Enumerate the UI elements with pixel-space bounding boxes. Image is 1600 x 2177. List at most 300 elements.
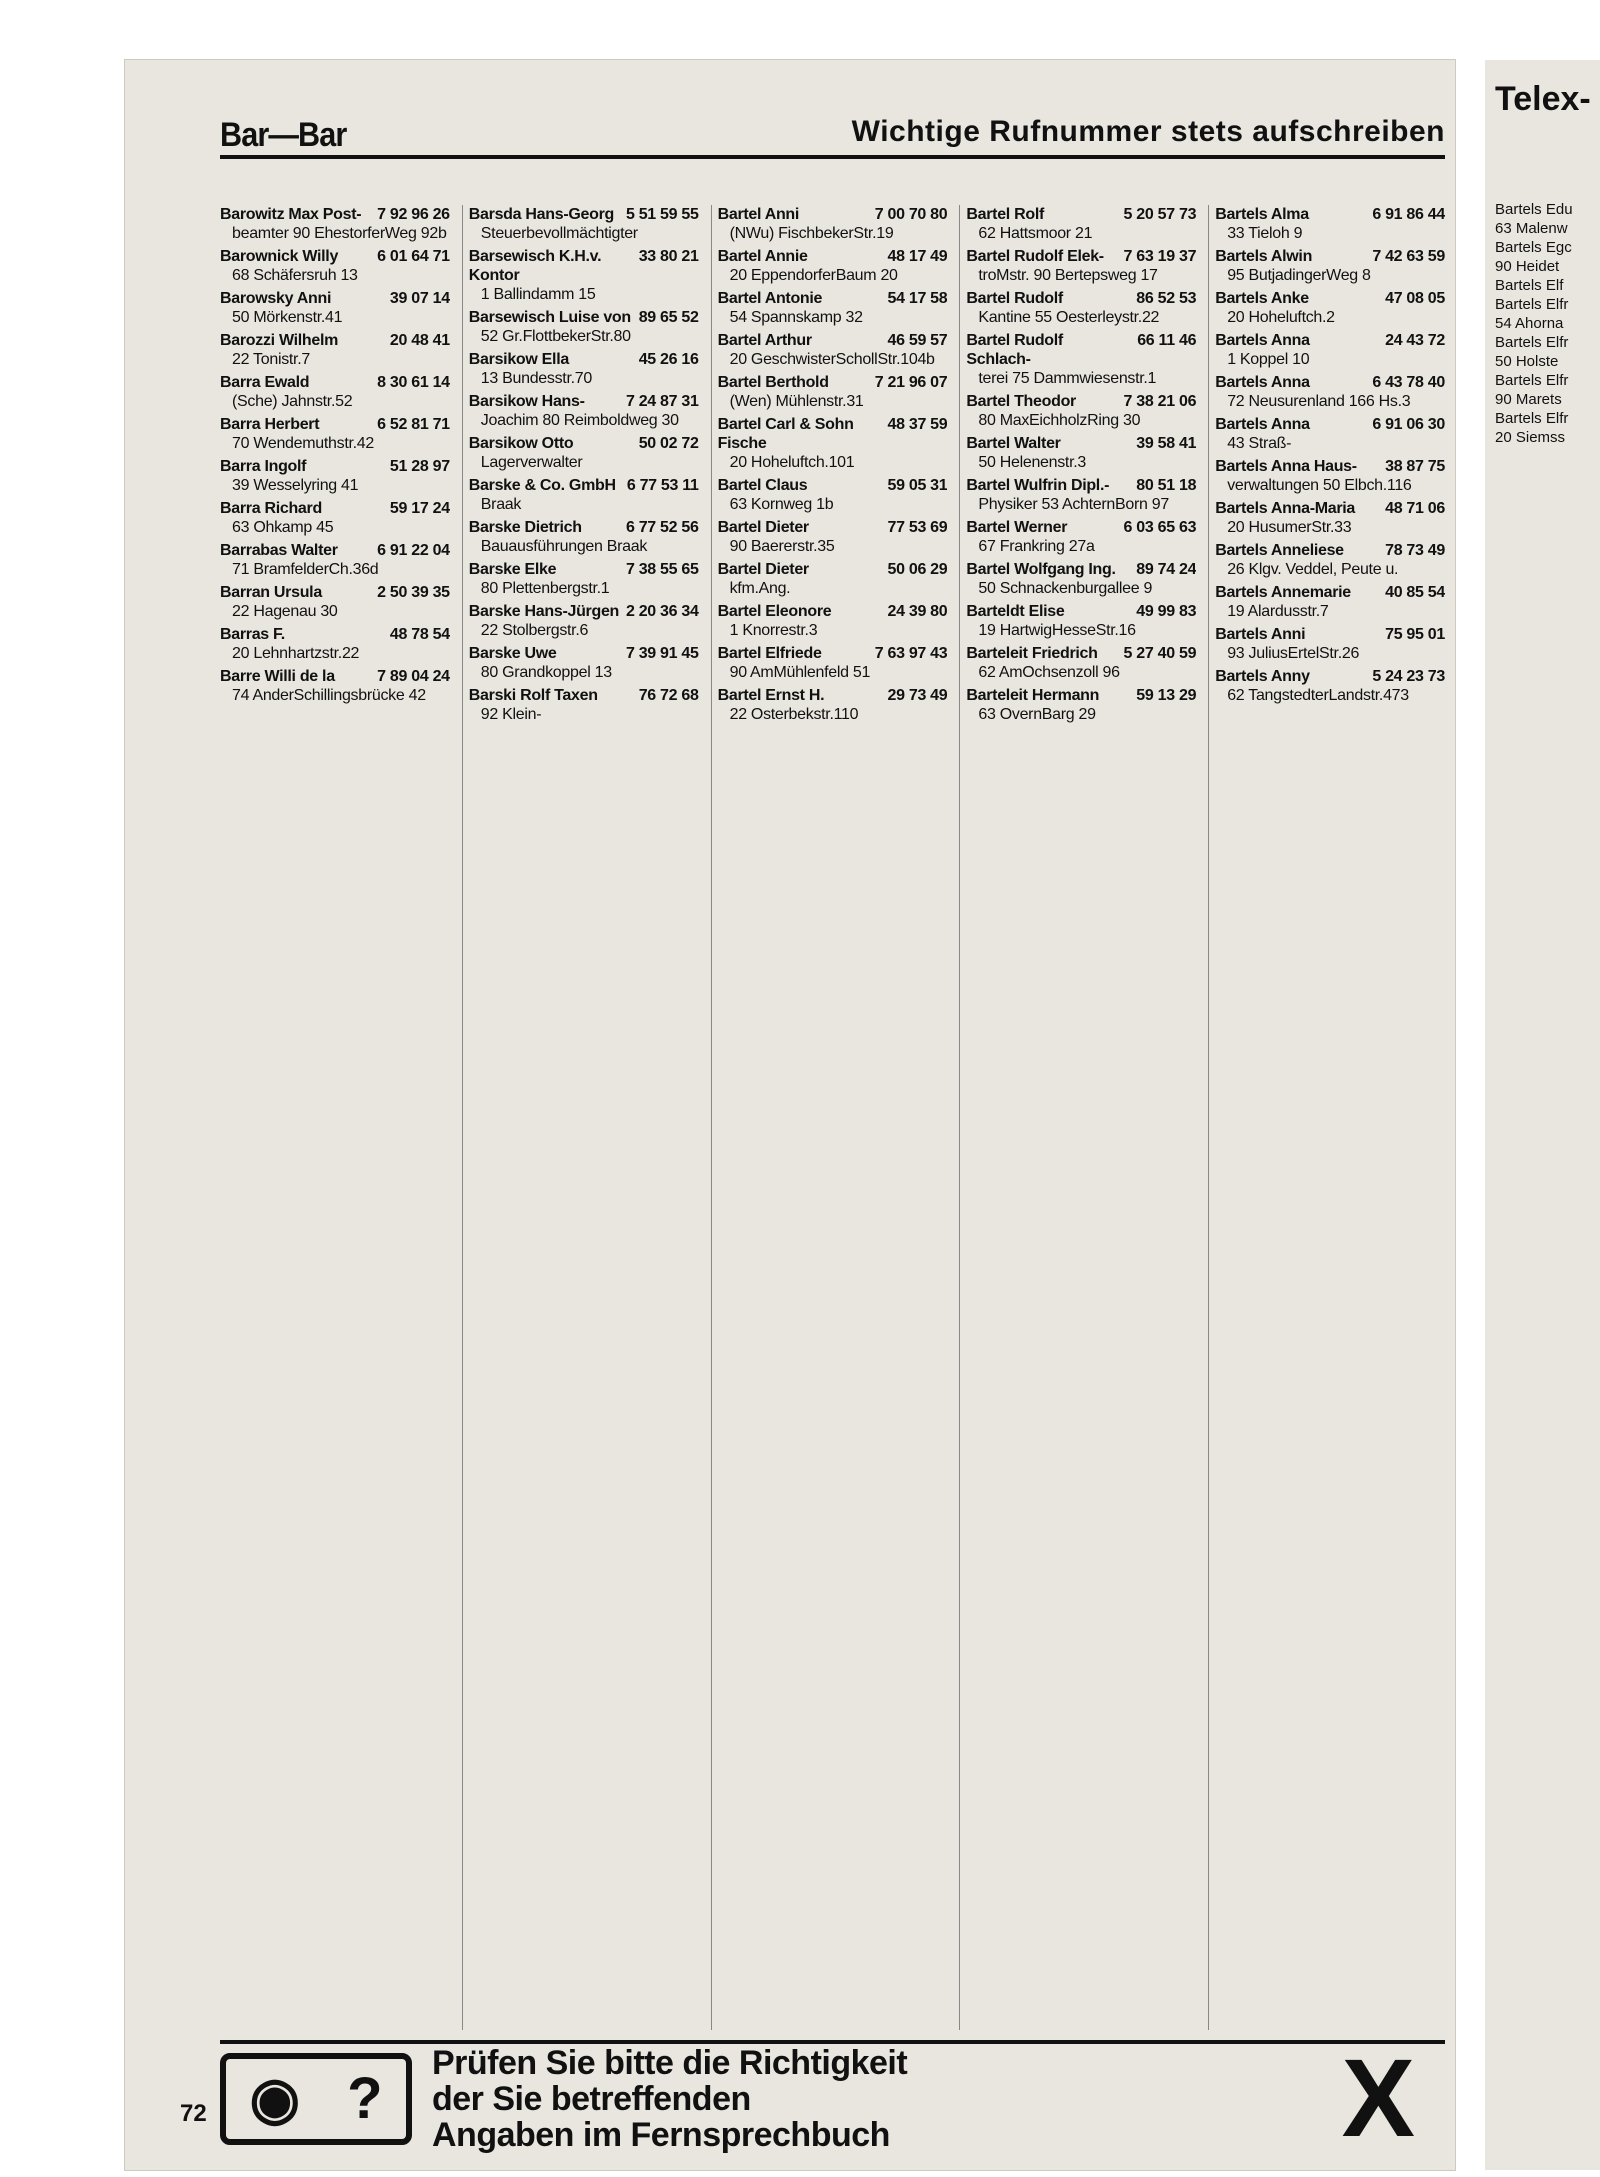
entry-phone-number: 50 06 29	[887, 561, 948, 578]
entry-phone-number: 59 13 29	[1136, 687, 1197, 704]
entry-phone-number: 2 20 36 34	[625, 603, 699, 620]
entry-phone-number: 39 07 14	[389, 290, 450, 307]
entry-phone-number: 48 37 59	[887, 416, 948, 433]
entry-name: Bartel Wolfgang Ing.	[966, 561, 1116, 578]
directory-entry	[966, 644, 1196, 682]
listing-column	[1208, 205, 1445, 2030]
entry-phone-number: 7 92 96 26	[377, 206, 450, 223]
entry-address: 1 Knorrestr.3	[729, 622, 818, 639]
entry-name: Bartels Anna-Maria	[1215, 500, 1356, 517]
page-header	[220, 85, 1445, 159]
entry-address: 68 Schäfersruh 13	[232, 267, 358, 284]
entry-address: 19 HartwigHesseStr.16	[978, 622, 1136, 639]
entry-address: Kantine 55 Oesterleystr.22	[978, 309, 1160, 326]
entry-address: troMstr. 90 Bertepsweg 17	[978, 267, 1158, 284]
directory-entry	[469, 476, 699, 514]
entry-address: 72 Neusurenland 166 Hs.3	[1227, 393, 1411, 410]
page-range-title: Bar—Bar	[220, 116, 347, 154]
entry-address: 80 Plettenbergstr.1	[480, 580, 610, 597]
entry-name: Barteleit Friedrich	[966, 645, 1098, 662]
entry-address: 20 Lehnhartzstr.22	[232, 645, 360, 662]
entry-name: Bartel Anni	[717, 206, 800, 223]
adjacent-page	[1485, 60, 1600, 2170]
entry-row	[469, 476, 699, 495]
adjacent-entry: 20 Siemss	[1495, 429, 1566, 446]
entry-address: 1 Koppel 10	[1227, 351, 1310, 368]
entry-address: 54 Spannskamp 32	[729, 309, 863, 326]
entry-address: 74 AnderSchillingsbrücke 42	[232, 687, 426, 704]
directory-entry	[718, 247, 948, 285]
entry-address: Physiker 53 AchternBorn 97	[978, 496, 1169, 513]
adjacent-entry: Bartels Edu	[1495, 201, 1573, 218]
entry-address: 22 Hagenau 30	[232, 603, 338, 620]
entry-address: 20 Hoheluftch.2	[1227, 309, 1335, 326]
listing-column	[220, 205, 450, 2030]
entry-phone-number: 7 38 55 65	[625, 561, 699, 578]
entry-name: Bartel Rolf	[966, 206, 1044, 223]
entry-address: 90 Baererstr.35	[729, 538, 835, 555]
entry-phone-number: 6 77 53 11	[626, 477, 699, 494]
directory-entry	[1215, 667, 1445, 705]
adjacent-entry: 90 Marets	[1495, 391, 1562, 408]
entry-phone-number: 49 99 83	[1136, 603, 1197, 620]
entry-row	[220, 331, 450, 350]
entry-row	[220, 499, 450, 518]
entry-address: 1 Ballindamm 15	[480, 286, 596, 303]
entry-name: Barra Herbert	[220, 416, 320, 433]
entry-row	[1215, 583, 1445, 602]
entry-row	[1215, 541, 1445, 560]
entry-row	[718, 518, 948, 537]
entry-row	[1215, 499, 1445, 518]
adjacent-entry: Bartels Elfr	[1495, 372, 1569, 389]
directory-entry	[1215, 541, 1445, 579]
entry-phone-number: 48 71 06	[1385, 500, 1445, 517]
entry-row	[469, 350, 699, 369]
directory-entry	[718, 331, 948, 369]
directory-entry	[966, 476, 1196, 514]
directory-entry	[718, 476, 948, 514]
entry-name: Bartels Anni	[1215, 626, 1306, 643]
entry-phone-number: 7 63 97 43	[874, 645, 948, 662]
directory-entry	[966, 434, 1196, 472]
entry-name: Bartels Anna	[1215, 332, 1310, 349]
entry-name: Barre Willi de la	[220, 668, 335, 685]
directory-entry	[1215, 583, 1445, 621]
entry-address: (NWu) FischbekerStr.19	[729, 225, 894, 242]
entry-row	[718, 373, 948, 392]
entry-row	[966, 392, 1196, 411]
entry-address: 67 Frankring 27a	[978, 538, 1095, 555]
entry-address: 62 TangstedterLandstr.473	[1227, 687, 1409, 704]
adjacent-entry: Bartels Elfr	[1495, 296, 1569, 313]
entry-row	[1215, 247, 1445, 266]
entry-phone-number: 7 42 63 59	[1372, 248, 1445, 265]
entry-phone-number: 29 73 49	[887, 687, 948, 704]
entry-row	[469, 205, 699, 224]
directory-entry	[718, 289, 948, 327]
entry-phone-number: 6 03 65 63	[1123, 519, 1197, 536]
entry-phone-number: 24 43 72	[1385, 332, 1445, 349]
entry-name: Bartel Annie	[717, 248, 808, 265]
adjacent-entry: 50 Holste	[1495, 353, 1559, 370]
directory-entry	[718, 686, 948, 724]
directory-entry	[220, 667, 450, 705]
directory-entry	[966, 247, 1196, 285]
entry-phone-number: 89 65 52	[638, 309, 699, 326]
entry-row	[469, 686, 699, 705]
directory-entry	[469, 434, 699, 472]
entry-name: Bartel Werner	[966, 519, 1068, 536]
adjacent-entry: 63 Malenw	[1495, 220, 1568, 237]
adjacent-entry: Bartels Egc	[1495, 239, 1572, 256]
entry-address: 19 Alardusstr.7	[1227, 603, 1329, 620]
entry-row	[966, 476, 1196, 495]
directory-entry	[220, 415, 450, 453]
directory-entry	[718, 415, 948, 472]
entry-phone-number: 46 59 57	[887, 332, 948, 349]
directory-entry	[966, 392, 1196, 430]
entry-address: 22 Stolbergstr.6	[480, 622, 589, 639]
entry-row	[718, 289, 948, 308]
entry-phone-number: 7 38 21 06	[1123, 393, 1197, 410]
entry-phone-number: 5 27 40 59	[1123, 645, 1197, 662]
entry-phone-number: 6 01 64 71	[377, 248, 450, 265]
directory-entry	[1215, 247, 1445, 285]
entry-name: Barsda Hans-Georg	[468, 206, 614, 223]
entry-name: Bartels Anny	[1215, 668, 1310, 685]
question-mark-icon: ?	[347, 2066, 383, 2131]
adjacent-entry: Bartels Elfr	[1495, 334, 1569, 351]
entry-name: Bartels Anna	[1215, 416, 1310, 433]
entry-address: beamter 90 EhestorferWeg 92b	[232, 225, 447, 242]
directory-entry	[469, 247, 699, 304]
entry-name: Bartel Walter	[966, 435, 1061, 452]
entry-address: (Sche) Jahnstr.52	[232, 393, 353, 410]
directory-entry	[718, 373, 948, 411]
directory-entry	[469, 205, 699, 243]
directory-entry	[469, 518, 699, 556]
entry-name: Bartels Anneliese	[1215, 542, 1344, 559]
entry-row	[718, 560, 948, 579]
entry-address: 80 Grandkoppel 13	[480, 664, 612, 681]
entry-phone-number: 20 48 41	[389, 332, 450, 349]
entry-address: 50 Mörkenstr.41	[232, 309, 343, 326]
directory-entry	[1215, 331, 1445, 369]
entry-name: Barski Rolf Taxen	[468, 687, 598, 704]
entry-address: 39 Wesselyring 41	[232, 477, 359, 494]
entry-address: kfm.Ang.	[729, 580, 791, 597]
listing-columns	[220, 205, 1445, 2030]
entry-name: Barske Uwe	[468, 645, 557, 662]
entry-address: 63 Kornweg 1b	[729, 496, 834, 513]
entry-name: Bartels Anna Haus-	[1215, 458, 1357, 475]
entry-row	[469, 518, 699, 537]
entry-row	[220, 457, 450, 476]
entry-name: Bartel Carl & Sohn Fische	[717, 416, 854, 452]
entry-row	[469, 560, 699, 579]
entry-row	[718, 247, 948, 266]
entry-phone-number: 5 24 23 73	[1372, 668, 1445, 685]
entry-phone-number: 75 95 01	[1385, 626, 1445, 643]
directory-entry	[1215, 625, 1445, 663]
entry-name: Bartel Antonie	[717, 290, 823, 307]
entry-name: Barowsky Anni	[220, 290, 332, 307]
entry-row	[1215, 457, 1445, 476]
entry-phone-number: 6 91 06 30	[1372, 416, 1445, 433]
entry-address: 20 EppendorferBaum 20	[729, 267, 898, 284]
entry-address: 80 MaxEichholzRing 30	[978, 412, 1141, 429]
entry-address: 63 OvernBarg 29	[978, 706, 1096, 723]
directory-entry	[1215, 499, 1445, 537]
page-number: 72	[180, 2100, 207, 2127]
entry-name: Barsewisch Luise von	[468, 309, 631, 326]
directory-entry	[966, 560, 1196, 598]
entry-address: 26 Klgv. Veddel, Peute u.	[1227, 561, 1399, 578]
entry-phone-number: 6 91 22 04	[377, 542, 450, 559]
x-mark: X	[1341, 2037, 1415, 2160]
entry-name: Bartels Anna	[1215, 374, 1310, 391]
entry-name: Barrabas Walter	[220, 542, 338, 559]
entry-name: Barra Richard	[220, 500, 322, 517]
entry-row	[1215, 331, 1445, 350]
entry-row	[966, 602, 1196, 621]
entry-address: 93 JuliusErtelStr.26	[1227, 645, 1360, 662]
entry-phone-number: 48 78 54	[389, 626, 450, 643]
entry-name: Bartel Berthold	[717, 374, 829, 391]
entry-phone-number: 33 80 21	[638, 248, 699, 265]
entry-name: Bartel Claus	[717, 477, 808, 494]
entry-name: Barsikow Otto	[468, 435, 574, 452]
entry-row	[1215, 289, 1445, 308]
entry-row	[469, 392, 699, 411]
entry-phone-number: 6 77 52 56	[625, 519, 699, 536]
header-slogan: Wichtige Rufnummer stets aufschreiben	[851, 115, 1445, 148]
entry-row	[220, 583, 450, 602]
entry-name: Barske Dietrich	[468, 519, 582, 536]
banner-line-1: Prüfen Sie bitte die Richtigkeit	[432, 2044, 908, 2082]
entry-name: Barske Hans-Jürgen	[468, 603, 620, 620]
entry-phone-number: 38 87 75	[1385, 458, 1445, 475]
entry-name: Bartel Wulfrin Dipl.-	[966, 477, 1110, 494]
entry-name: Barownick Willy	[220, 248, 339, 265]
entry-row	[1215, 667, 1445, 686]
entry-phone-number: 80 51 18	[1136, 477, 1197, 494]
entry-row	[469, 434, 699, 453]
entry-name: Barra Ingolf	[220, 458, 307, 475]
entry-name: Bartels Annemarie	[1215, 584, 1351, 601]
directory-entry	[966, 205, 1196, 243]
entry-row	[1215, 415, 1445, 434]
directory-entry	[469, 644, 699, 682]
adjacent-entry: Bartels Elfr	[1495, 410, 1569, 427]
entry-phone-number: 2 50 39 35	[377, 584, 450, 601]
entry-row	[966, 518, 1196, 537]
entry-address: 22 Osterbekstr.110	[729, 706, 859, 723]
entry-phone-number: 39 58 41	[1136, 435, 1197, 452]
directory-page	[125, 60, 1455, 2170]
entry-address: 90 AmMühlenfeld 51	[729, 664, 871, 681]
adjacent-entry: 54 Ahorna	[1495, 315, 1564, 332]
entry-name: Barteldt Elise	[966, 603, 1065, 620]
entry-name: Barske Elke	[468, 561, 557, 578]
entry-row	[1215, 625, 1445, 644]
entry-address: 62 Hattsmoor 21	[978, 225, 1093, 242]
bottom-banner	[220, 2037, 1445, 2160]
entry-row	[220, 541, 450, 560]
banner-line-2: der Sie betreffenden	[432, 2080, 751, 2118]
glasses-graphic	[220, 2053, 412, 2145]
entry-name: Bartels Anke	[1215, 290, 1309, 307]
entry-phone-number: 24 39 80	[887, 603, 948, 620]
entry-row	[966, 247, 1196, 266]
entry-name: Barteleit Hermann	[966, 687, 1100, 704]
entry-address: 20 Hoheluftch.101	[729, 454, 855, 471]
entry-name: Barsewisch K.H.v. Kontor	[468, 248, 602, 284]
entry-phone-number: 8 30 61 14	[377, 374, 450, 391]
directory-entry	[966, 331, 1196, 388]
directory-entry	[718, 644, 948, 682]
entry-row	[469, 247, 699, 285]
directory-entry	[966, 602, 1196, 640]
entry-phone-number: 7 21 96 07	[874, 374, 948, 391]
entry-row	[469, 308, 699, 327]
entry-name: Bartel Dieter	[717, 519, 809, 536]
directory-entry	[1215, 205, 1445, 243]
entry-address: 50 Helenenstr.3	[978, 454, 1086, 471]
entry-phone-number: 6 43 78 40	[1372, 374, 1445, 391]
entry-phone-number: 51 28 97	[389, 458, 450, 475]
directory-entry	[469, 308, 699, 346]
directory-entry	[220, 541, 450, 579]
entry-phone-number: 7 89 04 24	[377, 668, 450, 685]
directory-entry	[718, 205, 948, 243]
entry-phone-number: 5 51 59 55	[625, 206, 699, 223]
directory-entry	[220, 205, 450, 243]
entry-address: Bauausführungen Braak	[480, 538, 648, 555]
entry-name: Barowitz Max Post-	[220, 206, 362, 223]
entry-row	[966, 644, 1196, 663]
entry-name: Barran Ursula	[220, 584, 322, 601]
directory-entry	[469, 602, 699, 640]
entry-phone-number: 7 63 19 37	[1123, 248, 1197, 265]
directory-entry	[966, 518, 1196, 556]
entry-address: verwaltungen 50 Elbch.116	[1227, 477, 1412, 494]
entry-name: Bartels Alma	[1215, 206, 1309, 223]
entry-phone-number: 6 91 86 44	[1372, 206, 1445, 223]
entry-phone-number: 66 11 46	[1137, 332, 1197, 349]
entry-address: 63 Ohkamp 45	[232, 519, 334, 536]
banner-line-3: Angaben im Fernsprechbuch	[432, 2116, 890, 2154]
entry-row	[966, 560, 1196, 579]
entry-address: 52 Gr.FlottbekerStr.80	[480, 328, 631, 345]
entry-phone-number: 45 26 16	[638, 351, 699, 368]
directory-entry	[469, 392, 699, 430]
entry-row	[966, 289, 1196, 308]
entry-name: Barsikow Hans-	[468, 393, 585, 410]
entry-address: Braak	[480, 496, 522, 513]
entry-address: 22 Tonistr.7	[232, 351, 310, 368]
entry-phone-number: 54 17 58	[887, 290, 948, 307]
directory-entry	[718, 518, 948, 556]
eye-icon: ◉	[249, 2066, 301, 2131]
entry-name: Bartel Rudolf	[966, 290, 1063, 307]
entry-address: 43 Straß-	[1227, 435, 1292, 452]
entry-phone-number: 50 02 72	[638, 435, 699, 452]
entry-address: 70 Wendemuthstr.42	[232, 435, 374, 452]
entry-name: Bartel Rudolf Elek-	[966, 248, 1104, 265]
entry-address: 62 AmOchsenzoll 96	[978, 664, 1120, 681]
entry-phone-number: 59 17 24	[389, 500, 450, 517]
entry-address: Lagerverwalter	[480, 454, 583, 471]
directory-entry	[718, 602, 948, 640]
entry-address: 71 BramfelderCh.36d	[232, 561, 379, 578]
entry-address: Steuerbevollmächtigter	[480, 225, 638, 242]
entry-row	[469, 644, 699, 663]
directory-entry	[1215, 457, 1445, 495]
entry-row	[469, 602, 699, 621]
adjacent-page-header: Telex-	[1495, 80, 1591, 118]
entry-row	[718, 644, 948, 663]
directory-entry	[966, 686, 1196, 724]
listing-column	[711, 205, 948, 2030]
entry-row	[220, 373, 450, 392]
entry-phone-number: 77 53 69	[887, 519, 948, 536]
entry-phone-number: 89 74 24	[1136, 561, 1197, 578]
entry-address: Joachim 80 Reimboldweg 30	[480, 412, 679, 429]
entry-phone-number: 40 85 54	[1385, 584, 1445, 601]
entry-name: Barozzi Wilhelm	[220, 332, 339, 349]
adjacent-page-entries	[1495, 200, 1600, 447]
entry-phone-number: 5 20 57 73	[1123, 206, 1197, 223]
directory-entry	[469, 686, 699, 724]
entry-row	[966, 686, 1196, 705]
entry-row	[220, 289, 450, 308]
entry-phone-number: 78 73 49	[1385, 542, 1445, 559]
entry-name: Barras F.	[220, 626, 285, 643]
entry-phone-number: 48 17 49	[887, 248, 948, 265]
entry-name: Bartel Theodor	[966, 393, 1076, 410]
adjacent-entry: Bartels Elf	[1495, 277, 1564, 294]
entry-address: 50 Schnackenburgallee 9	[978, 580, 1153, 597]
listing-column	[462, 205, 699, 2030]
entry-row	[718, 331, 948, 350]
directory-entry	[1215, 373, 1445, 411]
entry-address: 95 ButjadingerWeg 8	[1227, 267, 1371, 284]
banner-text	[432, 2045, 907, 2153]
entry-row	[220, 667, 450, 686]
entry-phone-number: 59 05 31	[887, 477, 948, 494]
entry-address: 33 Tieloh 9	[1227, 225, 1303, 242]
entry-row	[718, 205, 948, 224]
entry-phone-number: 6 52 81 71	[377, 416, 450, 433]
directory-entry	[469, 350, 699, 388]
directory-entry	[469, 560, 699, 598]
entry-row	[966, 434, 1196, 453]
directory-entry	[220, 289, 450, 327]
entry-name: Bartel Arthur	[717, 332, 812, 349]
directory-entry	[220, 373, 450, 411]
entry-name: Barsikow Ella	[468, 351, 569, 368]
entry-row	[718, 415, 948, 453]
entry-row	[966, 205, 1196, 224]
directory-entry	[220, 331, 450, 369]
directory-entry	[966, 289, 1196, 327]
entry-name: Barra Ewald	[220, 374, 310, 391]
entry-address: (Wen) Mühlenstr.31	[729, 393, 864, 410]
entry-row	[220, 205, 450, 224]
directory-entry	[718, 560, 948, 598]
